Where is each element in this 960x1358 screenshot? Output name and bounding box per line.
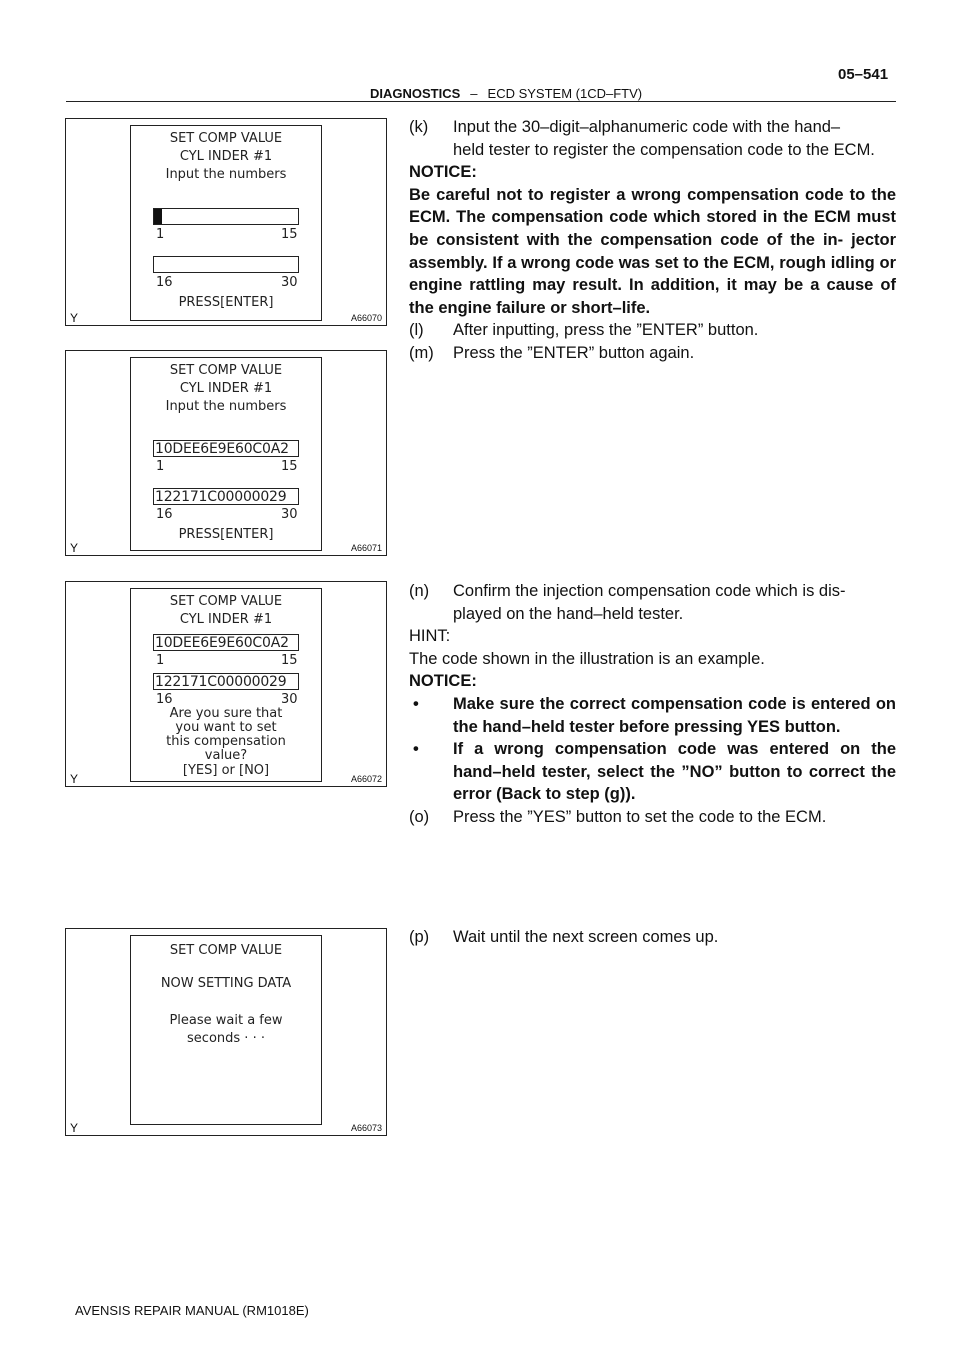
figure-corner-mark: Y xyxy=(70,311,79,325)
screen-line: CYL INDER #1 xyxy=(179,381,273,396)
tester-screen xyxy=(130,935,322,1125)
confirm-line: Are you sure that xyxy=(169,706,283,721)
page-number: 05–541 xyxy=(838,66,889,83)
yes-no-prompt: [YES] or [NO] xyxy=(182,763,270,778)
code-field-1: 10DEE6E9E60C0A2 xyxy=(153,634,299,651)
step-label: (n) xyxy=(409,582,430,600)
field-end-label: 30 xyxy=(281,275,298,290)
header-title: ECD SYSTEM (1CD–FTV) xyxy=(487,86,643,101)
step-text: Confirm the injection compensation code which is dis- xyxy=(453,582,846,600)
header-section: DIAGNOSTICS xyxy=(370,86,461,101)
screen-line: Input the numbers xyxy=(165,399,287,414)
screen-line: Please wait a few xyxy=(169,1013,283,1028)
notice-heading: NOTICE: xyxy=(409,672,477,691)
steps-k-m xyxy=(409,116,896,365)
step-label: (m) xyxy=(409,343,434,362)
step-m xyxy=(409,342,896,365)
figure-corner-mark: Y xyxy=(70,772,79,786)
figure-a66072 xyxy=(65,581,387,787)
field-start-label: 1 xyxy=(156,227,165,242)
hint-body: The code shown in the illustration is an example. xyxy=(409,649,765,668)
figure-a66070 xyxy=(65,118,387,326)
screen-line: SET COMP VALUE xyxy=(169,363,283,378)
field-start-label: 1 xyxy=(156,653,165,668)
tester-screen xyxy=(130,125,322,321)
notice-bullet xyxy=(409,738,896,806)
press-enter-prompt: PRESS[ENTER] xyxy=(178,527,274,542)
field-end-label: 30 xyxy=(281,692,298,707)
manual-footer: AVENSIS REPAIR MANUAL (RM1018E) xyxy=(75,1303,309,1318)
step-label: (k) xyxy=(409,118,429,136)
screen-line: SET COMP VALUE xyxy=(169,131,283,146)
code-field-1: 10DEE6E9E60C0A2 xyxy=(153,440,299,457)
code-field-2: 122171C00000029 xyxy=(153,673,299,690)
confirm-line: value? xyxy=(204,748,248,763)
field-start-label: 16 xyxy=(156,507,173,522)
running-header xyxy=(370,86,642,101)
figure-code: A66072 xyxy=(350,774,382,784)
figure-code: A66071 xyxy=(350,543,382,553)
code-field-2: 122171C00000029 xyxy=(153,488,299,505)
screen-line: CYL INDER #1 xyxy=(179,149,273,164)
step-k xyxy=(409,116,896,161)
screen-line: SET COMP VALUE xyxy=(169,943,283,958)
field-start-label: 16 xyxy=(156,692,173,707)
bullet-glyph: • xyxy=(413,694,419,713)
step-text: Press the ”ENTER” button again. xyxy=(453,343,695,362)
screen-line: SET COMP VALUE xyxy=(169,594,283,609)
field-end-label: 15 xyxy=(281,653,298,668)
cursor-block xyxy=(154,209,162,224)
step-text-cont: held tester to register the compensation code to the ECM. xyxy=(453,140,875,159)
figure-a66073 xyxy=(65,928,387,1136)
confirm-line: you want to set xyxy=(175,720,277,735)
bullet-glyph: • xyxy=(413,740,419,759)
figure-code: A66070 xyxy=(350,313,382,323)
step-l xyxy=(409,319,896,342)
notice-bullet xyxy=(409,693,896,738)
step-n xyxy=(409,580,896,625)
screen-line: CYL INDER #1 xyxy=(179,612,273,627)
tester-screen xyxy=(130,588,322,782)
step-label: (l) xyxy=(409,321,424,340)
step-text: Press the ”YES” button to set the code to the ECM. xyxy=(453,807,827,826)
step-label: (o) xyxy=(409,807,430,826)
bullet-text: If a wrong compensation code was entered on the hand–held tester, select the ”NO” button to correct the error (Back to step (g)). xyxy=(453,740,896,804)
figure-corner-mark: Y xyxy=(70,1121,79,1135)
step-p-block xyxy=(409,926,896,949)
code-field-1 xyxy=(153,208,299,225)
header-rule xyxy=(66,101,896,102)
tester-screen xyxy=(130,357,322,551)
step-p xyxy=(409,926,896,949)
step-o xyxy=(409,806,896,829)
code-field-2 xyxy=(153,256,299,273)
field-end-label: 30 xyxy=(281,507,298,522)
field-end-label: 15 xyxy=(281,459,298,474)
step-text-cont: played on the hand–held tester. xyxy=(453,604,684,623)
notice-body: Be careful not to register a wrong compensation code to the ECM. The compensation code which stored in the ECM must be consistent with the compensation code of the in- jector assembly. If a wrong code was set to the ECM, rough idling or engine rattling may result. In addition, it may be a cause of the engine failure or short–life. xyxy=(409,185,896,317)
step-text: Input the 30–digit–alphanumeric code with the hand– xyxy=(453,118,841,136)
confirm-line: this compensation xyxy=(166,734,286,749)
press-enter-prompt: PRESS[ENTER] xyxy=(178,295,274,310)
step-text: Wait until the next screen comes up. xyxy=(453,928,719,946)
notice-heading: NOTICE: xyxy=(409,163,477,182)
steps-n-o xyxy=(409,580,896,829)
bullet-text: Make sure the correct compensation code is entered on the hand–held tester before pressing YES button. xyxy=(453,694,896,736)
step-text: After inputting, press the ”ENTER” button. xyxy=(453,321,759,340)
field-end-label: 15 xyxy=(281,227,298,242)
header-dash: – xyxy=(470,86,478,101)
figure-a66071 xyxy=(65,350,387,556)
field-start-label: 16 xyxy=(156,275,173,290)
screen-line: NOW SETTING DATA xyxy=(160,976,292,991)
figure-code: A66073 xyxy=(350,1123,382,1133)
figure-corner-mark: Y xyxy=(70,541,79,555)
step-label: (p) xyxy=(409,928,430,946)
screen-line: Input the numbers xyxy=(165,167,287,182)
hint-heading: HINT: xyxy=(409,627,451,646)
screen-line: seconds · · · xyxy=(187,1031,265,1046)
field-start-label: 1 xyxy=(156,459,165,474)
